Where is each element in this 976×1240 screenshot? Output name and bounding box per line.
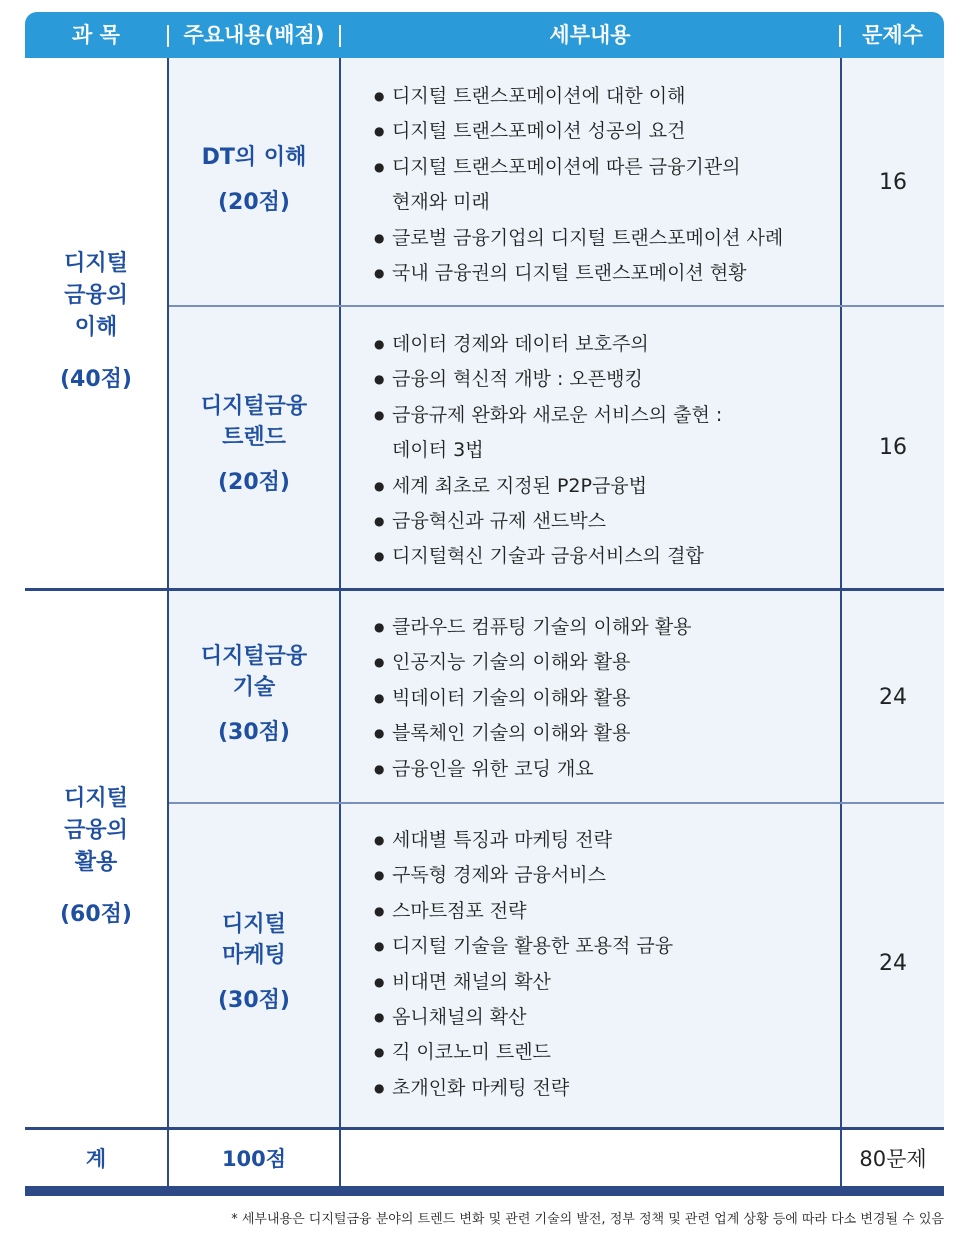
- header-details: 세부내용: [549, 23, 631, 47]
- details-list: [374, 79, 783, 291]
- footnote: * 세부내용은 디지털금융 분야의 트렌드 변화 및 관련 기술의 발전, 정부 정책 및 관련 업계 상황 등에 따라 다소 변경될 수 있음: [231, 1212, 944, 1227]
- list-item: ● 금융혁신과 규제 샌드박스: [374, 504, 722, 539]
- subject-line: 활용: [74, 850, 118, 875]
- column-rule: [167, 58, 169, 1186]
- subject-points: (40점): [60, 367, 132, 392]
- list-item: ● 옴니채널의 확산: [374, 1000, 673, 1035]
- topic-points: (20점): [218, 470, 290, 495]
- list-item-continuation: 데이터 3법: [392, 439, 484, 462]
- list-item: ● 세계 최초로 지정된 P2P금융법: [374, 469, 722, 504]
- list-item: ● 금융규제 완화와 새로운 서비스의 출현 :: [374, 398, 722, 433]
- topic-line: 기술: [232, 675, 276, 700]
- list-item-continuation: 현재와 미래: [392, 191, 490, 214]
- table-header: [25, 12, 944, 58]
- details-list: [374, 327, 722, 575]
- group-rule: [25, 588, 944, 591]
- topic-line: 디지털: [222, 912, 286, 937]
- list-item: ● 국내 금융권의 디지털 트랜스포메이션 현황: [374, 256, 783, 291]
- list-item: ● 초개인화 마케팅 전략: [374, 1071, 673, 1106]
- topic-cell: [169, 142, 339, 218]
- list-item: ● 긱 이코노미 트렌드: [374, 1035, 673, 1070]
- list-item: ● 디지털 트랜스포메이션에 따른 금융기관의: [374, 150, 783, 185]
- topic-line: DT의 이해: [201, 145, 307, 170]
- list-item: ● 빅데이터 기술의 이해와 활용: [374, 681, 691, 716]
- subject-line: 금융의: [64, 283, 128, 308]
- list-item: ● 세대별 특징과 마케팅 전략: [374, 823, 673, 858]
- subject-cell: [25, 783, 167, 931]
- subject-line: 이해: [74, 315, 118, 340]
- list-item: ● 구독형 경제와 금융서비스: [374, 858, 673, 893]
- topic-line: 마케팅: [222, 943, 286, 968]
- subject-line: 금융의: [64, 818, 128, 843]
- list-item: ● 금융의 혁신적 개방 : 오픈뱅킹: [374, 362, 722, 397]
- topic-line: 디지털금융: [200, 644, 308, 669]
- details-list: [374, 610, 691, 787]
- list-item: ● 디지털혁신 기술과 금융서비스의 결합: [374, 539, 722, 574]
- topic-line: 트렌드: [222, 425, 286, 450]
- column-rule: [339, 58, 341, 1186]
- topic-points: (20점): [218, 190, 290, 215]
- question-count: 24: [879, 951, 907, 976]
- total-count: 80문제: [859, 1147, 927, 1171]
- list-item: ● 글로벌 금융기업의 디지털 트랜스포메이션 사례: [374, 221, 783, 256]
- row-rule: [169, 305, 944, 307]
- list-item: ● 블록체인 기술의 이해와 활용: [374, 716, 691, 751]
- subject-line: 디지털: [64, 786, 128, 811]
- list-item: ● 데이터 경제와 데이터 보호주의: [374, 327, 722, 362]
- subject-points: (60점): [60, 902, 132, 927]
- header-count: 문제수: [862, 23, 923, 47]
- details-list: [374, 823, 673, 1106]
- table-bottom-bar: [25, 1186, 944, 1196]
- row-rule: [169, 802, 944, 804]
- list-item: ● 디지털 기술을 활용한 포용적 금융: [374, 929, 673, 964]
- list-item: ● 디지털 트랜스포메이션에 대한 이해: [374, 79, 783, 114]
- subject-line: 디지털: [64, 251, 128, 276]
- list-item: ● 인공지능 기술의 이해와 활용: [374, 645, 691, 680]
- topic-points: (30점): [218, 720, 290, 745]
- column-rule: [840, 58, 842, 1186]
- topic-cell: [169, 391, 339, 498]
- list-item: ● 금융인을 위한 코딩 개요: [374, 752, 691, 787]
- question-count: 16: [879, 435, 907, 460]
- topic-line: 디지털금융: [200, 394, 308, 419]
- topic-cell: [169, 909, 339, 1016]
- total-rule: [25, 1127, 944, 1130]
- question-count: 16: [879, 170, 907, 195]
- list-item: ● 비대면 채널의 확산: [374, 965, 673, 1000]
- total-label: 계: [85, 1147, 107, 1171]
- list-item: ● 클라우드 컴퓨팅 기술의 이해와 활용: [374, 610, 691, 645]
- total-points: 100점: [221, 1147, 287, 1171]
- topic-points: (30점): [218, 988, 290, 1013]
- list-item: ● 디지털 트랜스포메이션 성공의 요건: [374, 114, 783, 149]
- subject-cell: [25, 248, 167, 396]
- question-count: 24: [879, 685, 907, 710]
- topic-cell: [169, 641, 339, 748]
- header-subject: 과 목: [72, 23, 120, 47]
- list-item: ● 스마트점포 전략: [374, 894, 673, 929]
- header-topic: 주요내용(배점): [183, 23, 325, 47]
